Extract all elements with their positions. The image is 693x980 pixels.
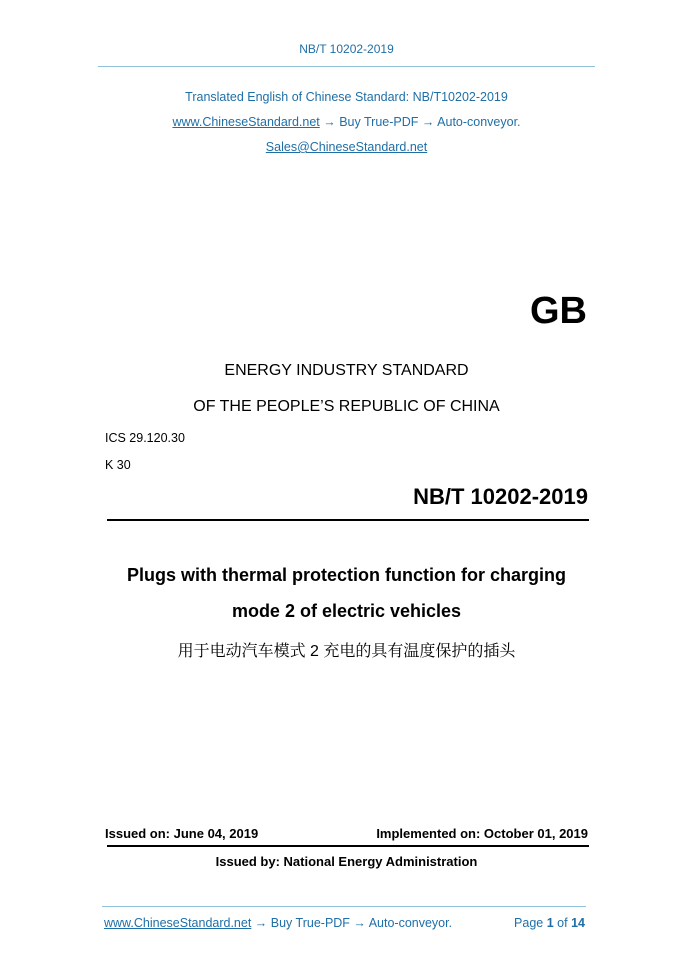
translation-note: Translated English of Chinese Standard: NB/T10202-2019 <box>185 90 508 104</box>
page-label: Page <box>514 916 544 930</box>
page-current: 1 <box>546 916 554 930</box>
implemented-on: Implemented on: October 01, 2019 <box>376 826 588 841</box>
header-website-link[interactable]: www.ChineseStandard.net <box>172 115 320 129</box>
agency-line-1: ENERGY INDUSTRY STANDARD <box>224 362 469 379</box>
ccs-code: K 30 <box>105 458 131 472</box>
issued-on: Issued on: June 04, 2019 <box>105 826 259 841</box>
header-doc-code: NB/T 10202-2019 <box>299 42 394 56</box>
footer-website-suffix: → Buy True-PDF → Auto-conveyor. <box>251 916 453 930</box>
title-en-line-2: mode 2 of electric vehicles <box>231 601 462 621</box>
issue-dates-rule <box>107 845 589 847</box>
issued-by: Issued by: National Energy Administration <box>215 854 478 869</box>
page-indicator <box>514 916 585 930</box>
header-email-link[interactable]: Sales@ChineseStandard.net <box>265 140 428 154</box>
title-en-line-1: Plugs with thermal protection function for charging <box>126 565 566 585</box>
title-cn: 用于电动汽车模式 2 充电的具有温度保护的插头 <box>177 643 516 660</box>
header-website-suffix: → Buy True-PDF → Auto-conveyor. <box>319 115 521 129</box>
footer-links-line <box>104 916 452 930</box>
page-of: of <box>557 916 568 930</box>
standard-number: NB/T 10202-2019 <box>413 484 588 509</box>
page-total: 14 <box>571 916 585 930</box>
footer-divider <box>102 906 586 907</box>
agency-line-2: OF THE PEOPLE’S REPUBLIC OF CHINA <box>193 398 500 415</box>
gb-mark: GB <box>530 290 587 332</box>
header-links-line <box>0 115 693 129</box>
ics-code: ICS 29.120.30 <box>105 431 185 445</box>
header-divider <box>98 66 595 67</box>
footer-website-link[interactable]: www.ChineseStandard.net <box>104 916 252 930</box>
standard-number-rule <box>107 519 589 521</box>
header-email-line <box>0 140 693 154</box>
